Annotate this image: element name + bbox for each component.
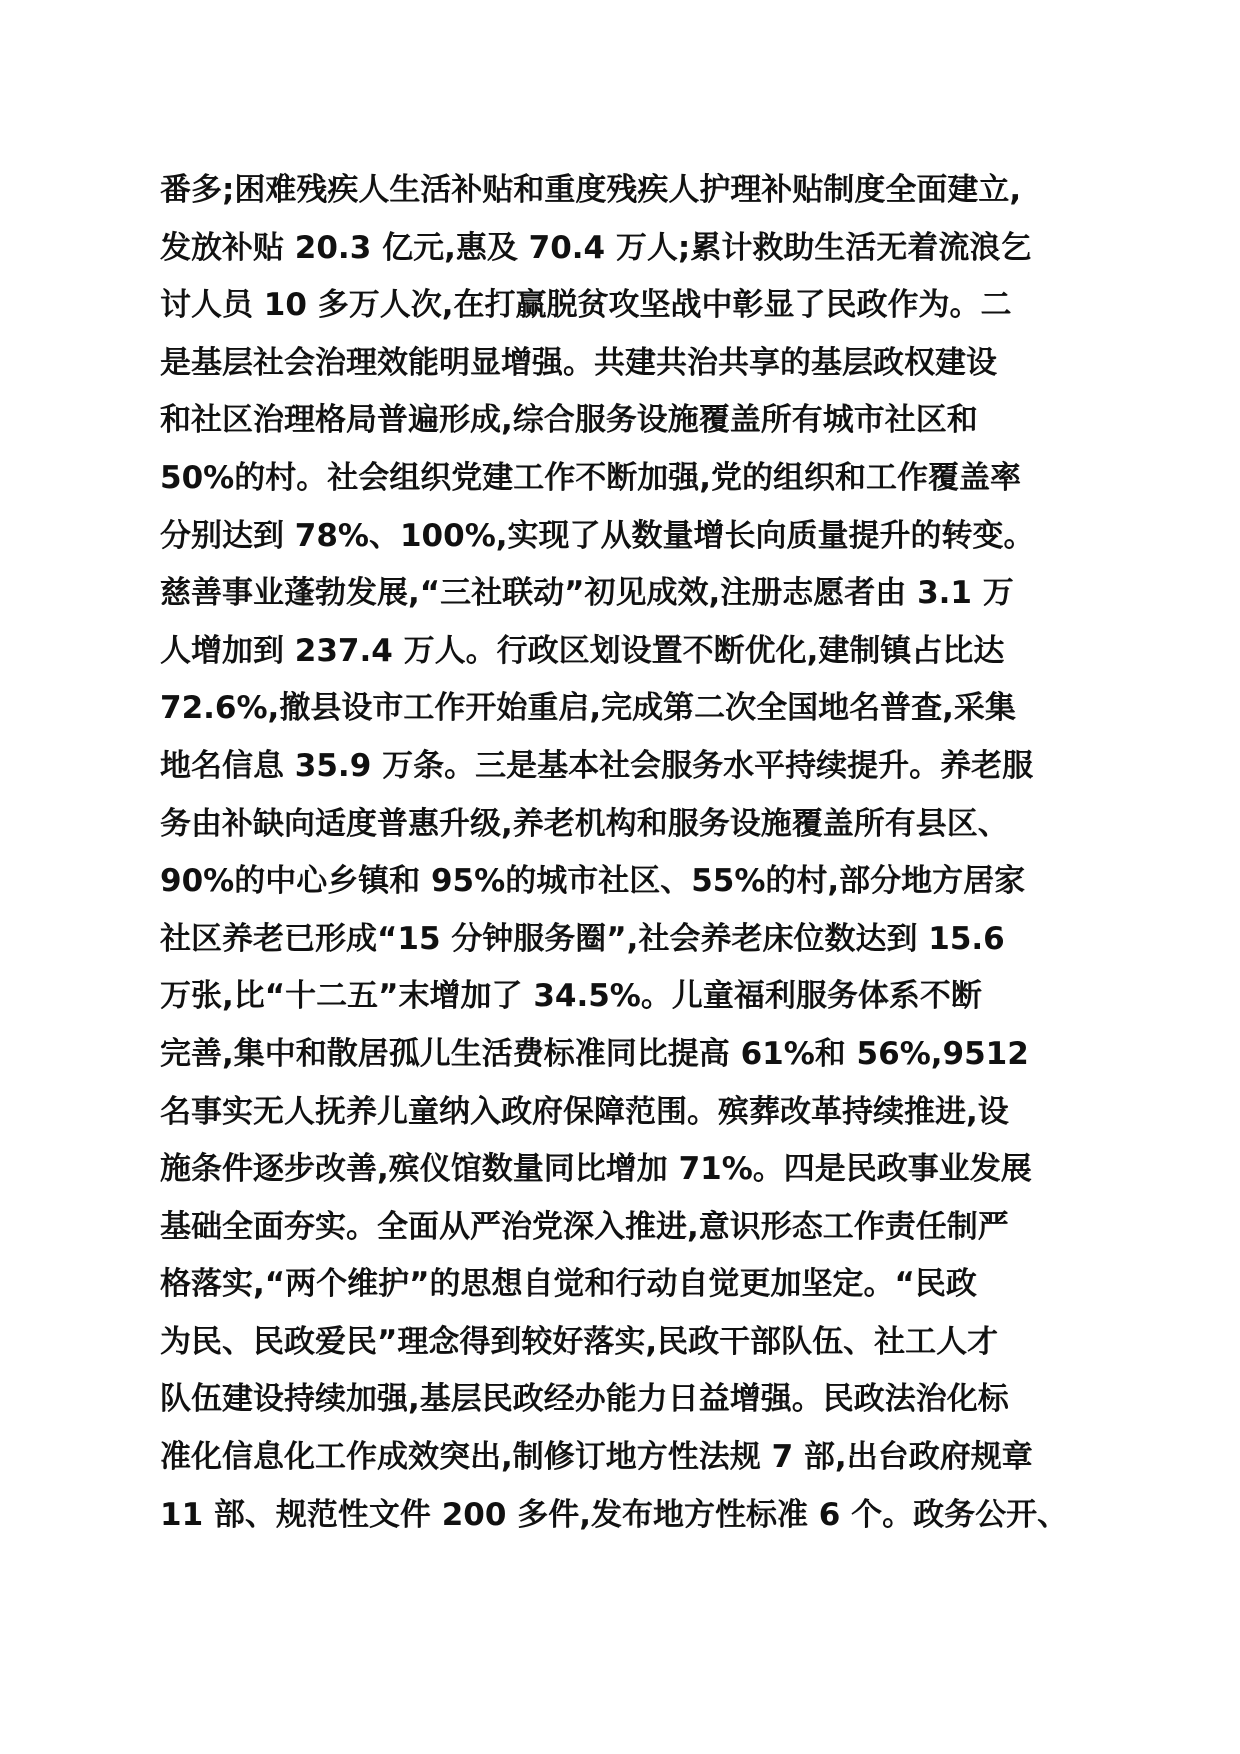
text-line: 番多;困难残疾人生活补贴和重度残疾人护理补贴制度全面建立,: [160, 172, 1022, 208]
text-line: 发放补贴 20.3 亿元,惠及 70.4 万人;累计救助生活无着流浪乞: [160, 229, 1032, 266]
text-line: 施条件逐步改善,殡仪馆数量同比增加 71%。四是民政事业发展: [160, 1151, 1032, 1188]
text-line: 队伍建设持续加强,基层民政经办能力日益增强。民政法治化标: [160, 1381, 1009, 1418]
text-line: 90%的中心乡镇和 95%的城市社区、55%的村,部分地方居家: [160, 863, 1026, 900]
text-line: 基础全面夯实。全面从严治党深入推进,意识形态工作责任制严: [160, 1208, 1009, 1245]
text-line: 万张,比“十二五”末增加了 34.5%。儿童福利服务体系不断: [160, 978, 982, 1015]
text-line: 人增加到 237.4 万人。行政区划设置不断优化,建制镇占比达: [160, 632, 1005, 669]
text-line: 务由补缺向适度普惠升级,养老机构和服务设施覆盖所有县区、: [160, 805, 1009, 842]
text-line: 为民、民政爱民”理念得到较好落实,民政干部队伍、社工人才: [160, 1323, 999, 1360]
text-line: 完善,集中和散居孤儿生活费标准同比提高 61%和 56%,9512: [160, 1035, 1029, 1072]
text-line: 11 部、规范性文件 200 多件,发布地方性标准 6 个。政务公开、: [160, 1496, 1069, 1533]
body-text: [160, 162, 1100, 1544]
text-line: 准化信息化工作成效突出,制修订地方性法规 7 部,出台政府规章: [160, 1439, 1033, 1476]
text-line: 格落实,“两个维护”的思想自觉和行动自觉更加坚定。“民政: [160, 1266, 977, 1303]
text-line: 地名信息 35.9 万条。三是基本社会服务水平持续提升。养老服: [160, 747, 1034, 784]
text-line: 是基层社会治理效能明显增强。共建共治共享的基层政权建设: [160, 344, 997, 381]
text-line: 讨人员 10 多万人次,在打赢脱贫攻坚战中彰显了民政作为。二: [160, 287, 1012, 324]
text-line: 分别达到 78%、100%,实现了从数量增长向质量提升的转变。: [160, 517, 1035, 554]
text-line: 50%的村。社会组织党建工作不断加强,党的组织和工作覆盖率: [160, 459, 1021, 496]
text-line: 社区养老已形成“15 分钟服务圈”,社会养老床位数达到 15.6: [160, 920, 1005, 957]
text-line: 72.6%,撤县设市工作开始重启,完成第二次全国地名普查,采集: [160, 690, 1016, 727]
text-line: 和社区治理格局普遍形成,综合服务设施覆盖所有城市社区和: [160, 402, 978, 439]
text-line: 名事实无人抚养儿童纳入政府保障范围。殡葬改革持续推进,设: [160, 1093, 1009, 1130]
text-line: 慈善事业蓬勃发展,“三社联动”初见成效,注册志愿者由 3.1 万: [160, 575, 1014, 612]
